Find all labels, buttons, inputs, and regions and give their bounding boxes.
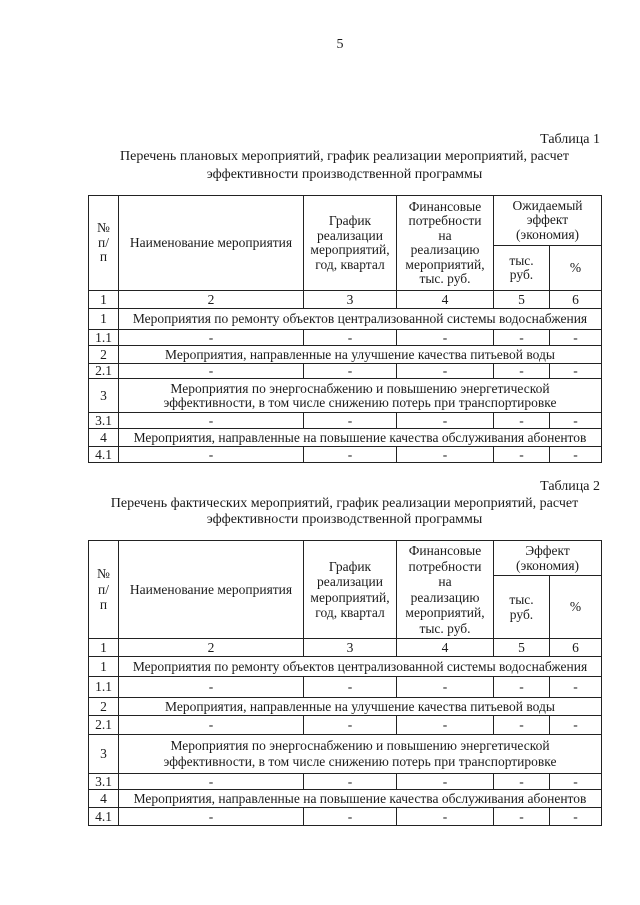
header-finance-line: потребности — [408, 558, 482, 574]
header-finance — [397, 196, 494, 291]
column-number: 1 — [89, 639, 119, 657]
row-number: 1.1 — [89, 677, 119, 698]
table-row — [89, 447, 602, 463]
cell-schedule: - — [304, 447, 397, 463]
header-schedule-line: мероприятий, — [310, 589, 390, 605]
row-number: 4 — [89, 429, 119, 447]
cell-effect-pct: - — [550, 677, 602, 698]
column-number: 3 — [304, 639, 397, 657]
section-title-line: эффективности, в том числе снижению потерь при транспортировке — [163, 754, 557, 769]
header-schedule-line: реализации — [317, 574, 383, 589]
section-title — [119, 309, 602, 330]
cell-name: - — [119, 413, 304, 429]
header-effect — [494, 196, 602, 246]
table-1-title-line: эффективности производственной программы — [206, 167, 483, 182]
table-2 — [88, 540, 602, 826]
row-number: 4.1 — [89, 447, 119, 463]
column-number: 4 — [397, 639, 494, 657]
column-number: 1 — [89, 291, 119, 309]
section-title-line: Мероприятия по ремонту объектов централизованной системы водоснабжения — [132, 311, 588, 326]
header-schedule-line: год, квартал — [315, 256, 385, 272]
table-2-title — [88, 496, 601, 528]
section-row — [89, 790, 602, 808]
section-title-line: Мероприятия, направленные на повышение качества обслуживания абонентов — [133, 429, 587, 445]
cell-effect-rub: - — [494, 364, 550, 379]
header-num-line: № — [97, 220, 110, 236]
header-effect-rub-line: тыс. — [509, 252, 534, 268]
header-effect-rub-line: тыс. — [509, 591, 534, 607]
column-number-row — [89, 291, 602, 309]
cell-finance: - — [397, 716, 494, 735]
column-number: 5 — [494, 639, 550, 657]
column-number-row — [89, 639, 602, 657]
section-title — [119, 346, 602, 364]
header-finance-line: тыс. руб. — [419, 620, 471, 636]
section-title — [119, 657, 602, 677]
header-finance-line: тыс. руб. — [419, 271, 471, 286]
cell-finance: - — [397, 330, 494, 346]
table-2-label: Таблица 2 — [540, 479, 600, 494]
header-finance-line: Финансовые — [408, 543, 482, 558]
row-number: 1 — [89, 309, 119, 330]
row-number: 3 — [89, 379, 119, 413]
cell-schedule: - — [304, 774, 397, 790]
row-number: 2.1 — [89, 364, 119, 379]
cell-effect-rub: - — [494, 808, 550, 826]
header-effect-line: Ожидаемый — [512, 197, 583, 213]
header-finance — [397, 541, 494, 639]
header-effect-line: (экономия) — [515, 558, 580, 573]
header-num-line: п/ — [98, 581, 109, 597]
page-number: 5 — [336, 37, 344, 52]
header-effect-rub — [494, 576, 550, 639]
header-name: Наименование мероприятия — [119, 541, 304, 639]
header-schedule-line: мероприятий, — [310, 242, 390, 257]
cell-finance: - — [397, 774, 494, 790]
row-number: 4.1 — [89, 808, 119, 826]
row-number: 2 — [89, 698, 119, 716]
cell-effect-pct: - — [550, 716, 602, 735]
section-title-line: Мероприятия, направленные на улучшение качества питьевой воды — [165, 346, 555, 362]
section-title — [119, 735, 602, 774]
row-number: 3.1 — [89, 774, 119, 790]
cell-effect-pct: - — [550, 413, 602, 429]
cell-schedule: - — [304, 677, 397, 698]
section-title — [119, 790, 602, 808]
row-number: 2 — [89, 346, 119, 364]
table-row — [89, 364, 602, 379]
section-row — [89, 379, 602, 413]
cell-schedule: - — [304, 330, 397, 346]
table-row — [89, 716, 602, 735]
header-finance-line: Финансовые — [408, 198, 482, 214]
header-row — [89, 196, 602, 246]
column-number: 4 — [397, 291, 494, 309]
table-row — [89, 774, 602, 790]
header-finance-line: на — [438, 574, 452, 589]
cell-name: - — [119, 677, 304, 698]
header-finance-line: потребности — [408, 213, 482, 228]
section-title-line: Мероприятия, направленные на повышение качества обслуживания абонентов — [133, 790, 587, 806]
cell-effect-rub: - — [494, 413, 550, 429]
header-finance-line: мероприятий, — [405, 256, 485, 272]
header-effect — [494, 541, 602, 576]
cell-schedule: - — [304, 808, 397, 826]
table-1-title — [88, 148, 601, 184]
cell-effect-rub: - — [494, 716, 550, 735]
cell-effect-rub: - — [494, 447, 550, 463]
section-row — [89, 346, 602, 364]
cell-effect-rub: - — [494, 774, 550, 790]
table-row — [89, 330, 602, 346]
header-finance-line: на — [438, 227, 452, 243]
header-effect-line: (экономия) — [515, 226, 580, 242]
section-title-line: Мероприятия по энергоснабжению и повышению энергетической — [170, 738, 550, 753]
header-effect-rub — [494, 246, 550, 291]
header-effect-pct: % — [550, 576, 602, 639]
header-num-line: п — [99, 597, 108, 613]
header-name: Наименование мероприятия — [119, 196, 304, 291]
section-row — [89, 657, 602, 677]
header-finance-line: мероприятий, — [405, 605, 485, 620]
cell-finance: - — [397, 447, 494, 463]
section-row — [89, 309, 602, 330]
cell-name: - — [119, 330, 304, 346]
cell-effect-pct: - — [550, 447, 602, 463]
cell-name: - — [119, 364, 304, 379]
header-num-line: № — [97, 566, 110, 582]
cell-effect-pct: - — [550, 364, 602, 379]
cell-finance: - — [397, 808, 494, 826]
cell-schedule: - — [304, 413, 397, 429]
table-row — [89, 413, 602, 429]
cell-effect-rub: - — [494, 330, 550, 346]
header-row — [89, 541, 602, 576]
column-number: 6 — [550, 291, 602, 309]
header-num-line: п/ — [98, 234, 109, 250]
header-effect-rub-line: руб. — [509, 267, 534, 282]
header-num — [89, 196, 119, 291]
section-title — [119, 429, 602, 447]
table-2-title-line: эффективности производственной программы — [206, 512, 483, 527]
section-row — [89, 429, 602, 447]
header-finance-line: реализацию — [410, 242, 480, 257]
header-num-line: п — [99, 249, 108, 265]
table-row — [89, 808, 602, 826]
cell-effect-pct: - — [550, 330, 602, 346]
row-number: 2.1 — [89, 716, 119, 735]
cell-effect-pct: - — [550, 774, 602, 790]
cell-effect-pct: - — [550, 808, 602, 826]
header-effect-pct: % — [550, 246, 602, 291]
section-title-line: Мероприятия по энергоснабжению и повышению энергетической — [170, 380, 550, 396]
table-1-title-line: Перечень плановых мероприятий, график реализации мероприятий, расчет — [120, 149, 569, 164]
header-schedule-line: График — [328, 558, 372, 574]
row-number: 1.1 — [89, 330, 119, 346]
row-number: 4 — [89, 790, 119, 808]
section-title-line: Мероприятия по ремонту объектов централизованной системы водоснабжения — [132, 658, 588, 674]
header-finance-line: реализацию — [410, 589, 480, 605]
section-title — [119, 698, 602, 716]
column-number: 2 — [119, 291, 304, 309]
cell-effect-rub: - — [494, 677, 550, 698]
row-number: 1 — [89, 657, 119, 677]
section-title-line: Мероприятия, направленные на улучшение качества питьевой воды — [165, 698, 555, 714]
table-row — [89, 677, 602, 698]
cell-schedule: - — [304, 364, 397, 379]
cell-name: - — [119, 774, 304, 790]
header-effect-line: эффект — [526, 212, 569, 228]
column-number: 6 — [550, 639, 602, 657]
row-number: 3 — [89, 735, 119, 774]
section-title-line: эффективности, в том числе снижению потерь при транспортировке — [163, 394, 557, 410]
column-number: 3 — [304, 291, 397, 309]
header-num — [89, 541, 119, 639]
cell-finance: - — [397, 677, 494, 698]
cell-name: - — [119, 447, 304, 463]
header-schedule — [304, 541, 397, 639]
header-effect-rub-line: руб. — [509, 607, 534, 622]
header-schedule-line: год, квартал — [315, 605, 385, 620]
header-schedule — [304, 196, 397, 291]
row-number: 3.1 — [89, 413, 119, 429]
cell-finance: - — [397, 364, 494, 379]
header-schedule-line: реализации — [317, 227, 383, 243]
cell-finance: - — [397, 413, 494, 429]
table-1-label: Таблица 1 — [540, 132, 600, 147]
header-schedule-line: График — [328, 213, 372, 228]
cell-name: - — [119, 808, 304, 826]
cell-schedule: - — [304, 716, 397, 735]
column-number: 5 — [494, 291, 550, 309]
section-title — [119, 379, 602, 413]
section-row — [89, 735, 602, 774]
table-1 — [88, 195, 602, 463]
cell-name: - — [119, 716, 304, 735]
column-number: 2 — [119, 639, 304, 657]
section-row — [89, 698, 602, 716]
header-effect-line: Эффект — [525, 542, 570, 558]
table-2-title-line: Перечень фактических мероприятий, график реализации мероприятий, расчет — [110, 496, 579, 511]
